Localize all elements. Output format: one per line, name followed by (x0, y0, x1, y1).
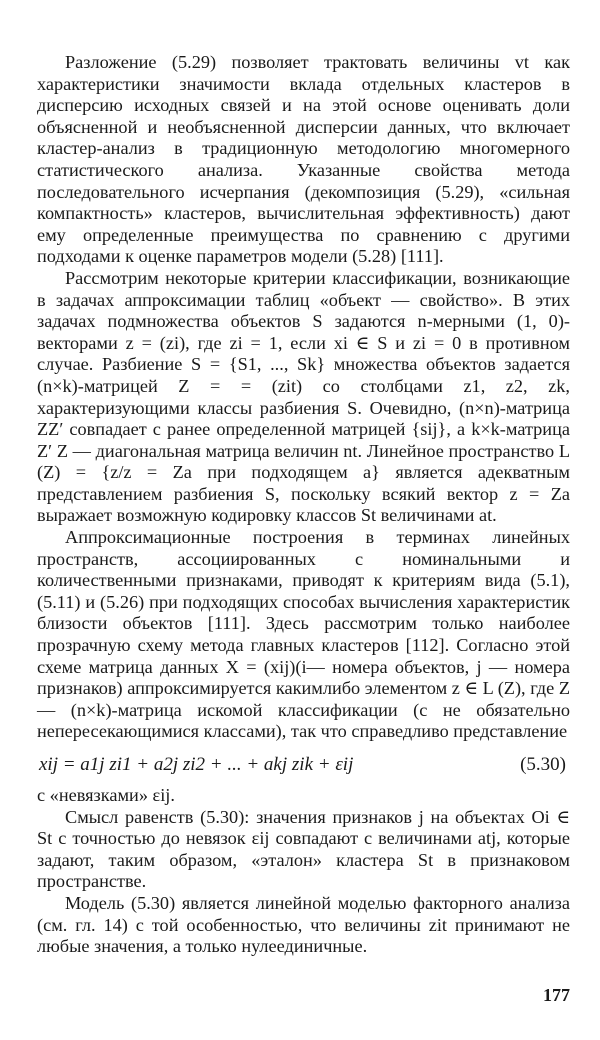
equation-5-30 (37, 753, 570, 777)
paragraph-meaning: Смысл равенств (5.30): значения признаков j на объектах Oi ∈ St с точностью до невязок εij совпадают с величинами atj, которые задают, таким образом, «эталон» кластера St в признаковом пространстве. (37, 806, 570, 892)
paragraph-approximation: Аппроксимационные построения в терминах линейных пространств, ассоциированных с номинальными и количественными признаками, приводят к критериям вида (5.1), (5.11) и (5.26) при подходящих способах вычисления характеристик близости объектов [111]. Здесь рассмотрим только наиболее прозрачную схему метода главных кластеров [112]. Согласно этой схеме матрица данных X = (xij)(i— номера объектов, j — номера признаков) аппроксимируется какимлибо элементом z ∈ L (Z), где Z — (n×k)-матрица искомой классификации (с не обязательно непересекающимися классами), так что справедливо представление (37, 527, 570, 742)
paragraph-decomposition: Разложение (5.29) позволяет трактовать величины vt как характеристики значимости вклада отдельных кластеров в дисперсию исходных связей и на этой основе оценивать доли объясненной и необъясненной дисперсии данных, что включает кластер-анализ в традиционную методологию многомерного статистического анализа. Указанные свойства метода последовательного исчерпания (декомпозиция (5.29), «сильная компактность» кластеров, вычислительная эффективность) дают ему определенные преимущества по сравнению с другими подходами к оценке параметров модели (5.28) [111]. (37, 52, 570, 267)
equation-number: (5.30) (520, 754, 566, 775)
paragraph-classification-criteria: Рассмотрим некоторые критерии классификации, возникающие в задачах аппроксимации таблиц «объект — свойство». В этих задачах подмножества объектов S задаются n-мерными (1, 0)-векторами z = (zi), где zi = 1, если xi ∈ S и zi = 0 в противном случае. Разбиение S = {S1, ..., Sk} множества объектов задается (n×k)-матрицей Z = = (zit) со столбцами z1, z2, zk, характеризующими классы разбиения S. Очевидно, (n×n)-матрица ZZ′ совпадает с ранее определенной матрицей {sij}, а k×k-матрица Z′ Z — диагональная матрица величин nt. Линейное пространство L (Z) = {z/z = Za при подходящем a} является адекватным представлением разбиения S, поскольку всякий вектор z = Za выражает возможную кодировку классов St величинами at. (37, 267, 570, 526)
equation-expression: xij = a1j zi1 + a2j zi2 + ... + akj zik + εij (39, 754, 354, 775)
residuals-line: с «невязками» εij. (37, 785, 175, 805)
paragraph-factor-model: Модель (5.30) является линейной моделью факторного анализа (см. гл. 14) с той особенностью, что величины zit принимают не любые значения, а только нулеединичные. (37, 892, 570, 957)
page-number: 177 (543, 985, 570, 1005)
